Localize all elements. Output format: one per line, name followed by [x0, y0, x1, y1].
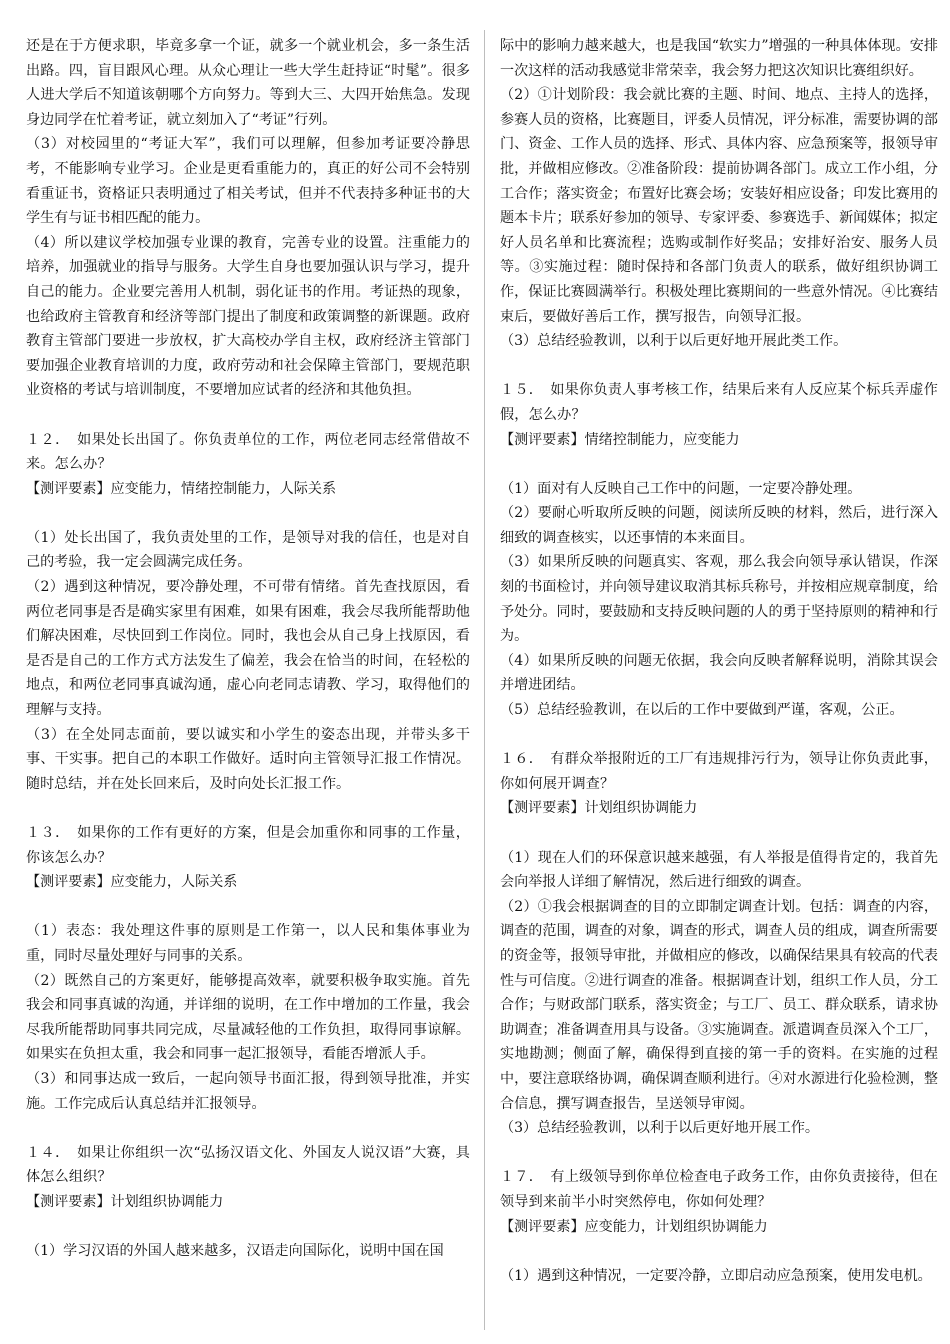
question-17: １７． 有上级领导到你单位检查电子政务工作，由你负责接待，但在领导到来前半小时突然停电，你如何处理？: [500, 1169, 938, 1210]
answer-paragraph: （4）所以建议学校加强专业课的教育，完善专业的设置。注重能力的培养，加强就业的指导与服务。大学生自身也要加强认识与学习，提升自己的能力。企业要完善用人机制，弱化证书的作用。考证热的现象，也给政府主管教育和经济等部门提出了制度和政策调整的新课题。政府教育主管部门要进一步放权，扩大高校办学自主权，政府经济主管部门要加强企业教育培训的力度，政府劳动和社会保障主管部门，要规范职业资格的考试与培训制度，不要增加应试者的经济和其他负担。: [26, 234, 470, 399]
answer-paragraph: （1）现在人们的环保意识越来越强，有人举报是值得肯定的，我首先会向举报人详细了解情况，然后进行细致的调查。: [500, 849, 938, 891]
evaluation-requirement: 【测评要素】应变能力，人际关系: [26, 874, 238, 891]
evaluation-requirement: 【测评要素】计划组织协调能力: [500, 800, 698, 817]
right-column: [500, 34, 938, 1288]
column-divider: [484, 30, 485, 1330]
answer-paragraph: （5）总结经验教训，在以后的工作中要做到严谨，客观，公正。: [500, 702, 904, 719]
answer-paragraph: （4）如果所反映的问题无依据，我会向反映者解释说明，消除其误会并增进团结。: [500, 652, 938, 694]
answer-paragraph: （3）和同事达成一致后，一起向领导书面汇报，得到领导批准，并实施。工作完成后认真总结并汇报领导。: [26, 1070, 470, 1112]
answer-paragraph: （1）面对有人反映自己工作中的问题，一定要冷静处理。: [500, 480, 862, 497]
answer-paragraph: （2）①计划阶段：我会就比赛的主题、时间、地点、主持人的选择，参赛人员的资格，比赛题目，评委人员情况，评分标准，需要协调的部门、资金、工作人员的选择、形式、具体内容、应急预案等，报领导审批，并做相应修改。②准备阶段：提前协调各部门。成立工作小组，分工合作；落实资金；布置好比赛会场；安装好相应设备；印发比赛用的题本卡片；联系好参加的领导、专家评委、参赛选手、新闻媒体；拟定好人员名单和比赛流程；选购或制作好奖品；安排好治安、服务人员等。③实施过程：随时保持和各部门负责人的联系，做好组织协调工作，保证比赛圆满举行。积极处理比赛期间的一些意外情况。④比赛结束后，要做好善后工作，撰写报告，向领导汇报。: [500, 87, 938, 325]
answer-paragraph: （3）如果所反映的问题真实、客观，那么我会向领导承认错误，作深刻的书面检讨，并向领导建议取消其标兵称号，并按相应规章制度，给予处分。同时，要鼓励和支持反映问题的人的勇于坚持原则的精神和行为。: [500, 554, 938, 645]
answer-paragraph: （3）总结经验教训，以利于以后更好地开展工作。: [500, 1120, 820, 1137]
answer-paragraph: （3）对校园里的“考证大军”，我们可以理解，但参加考证要冷静思考，不能影响专业学习。企业是更看重能力的，真正的好公司不会特别看重证书，资格证只表明通过了相关考试，但并不代表持多种证书的大学生有与证书相匹配的能力。: [26, 136, 470, 227]
answer-paragraph: （1）处长出国了，我负责处里的工作，是领导对我的信任，也是对自己的考验，我一定会圆满完成任务。: [26, 529, 470, 571]
continued-paragraph: 还是在于方便求职，毕竟多拿一个证，就多一个就业机会，多一条生活出路。四，盲目跟风心理。从众心理让一些大学生赶持证“时髦”。很多人进大学后不知道该朝哪个方向努力。等到大三、大四开始焦急。发现身边同学在忙着考证，就立刻加入了“考证”行列。: [26, 38, 470, 128]
answer-paragraph: （1）学习汉语的外国人越来越多，汉语走向国际化，说明中国在国: [26, 1243, 444, 1260]
left-column: [26, 34, 470, 1264]
question-14: １４． 如果让你组织一次“弘扬汉语文化、外国友人说汉语”大赛，具体怎么组织？: [26, 1144, 470, 1186]
answer-paragraph: （1）表态：我处理这件事的原则是工作第一，以人民和集体事业为重，同时尽量处理好与同事的关系。: [26, 923, 470, 964]
answer-paragraph: （1）遇到这种情况，一定要冷静，立即启动应急预案，使用发电机。: [500, 1267, 932, 1284]
answer-paragraph: （2）遇到这种情况，要冷静处理，不可带有情绪。首先查找原因，看两位老同事是否是确实家里有困难，如果有困难，我会尽我所能帮助他们解决困难，尽快回到工作岗位。同时，我也会从自己身上找原因，看是否是自己的工作方式方法发生了偏差，我会在恰当的时间，在轻松的地点，和两位老同事真诚沟通，虚心向老同志请教、学习，取得他们的理解与支持。: [26, 579, 470, 719]
question-12: １２． 如果处长出国了。你负责单位的工作，两位老同志经常借故不来。怎么办？: [26, 431, 470, 473]
answer-paragraph: （3）总结经验教训，以利于以后更好地开展此类工作。: [500, 333, 848, 350]
answer-paragraph: （2）既然自己的方案更好，能够提高效率，就要积极争取实施。首先我会和同事真诚的沟通，并详细的说明，在工作中增加的工作量，我会尽我所能帮助同事共同完成，尽量减轻他的工作负担，取得同事谅解。如果实在负担太重，我会和同事一起汇报领导，看能否增派人手。: [26, 972, 470, 1063]
evaluation-requirement: 【测评要素】应变能力，计划组织协调能力: [500, 1218, 768, 1235]
question-15: １５． 如果你负责人事考核工作，结果后来有人反应某个标兵弄虚作假，怎么办？: [500, 382, 938, 423]
answer-paragraph: （3）在全处同志面前，要以诚实和小学生的姿态出现，并带头多干事、干实事。把自己的本职工作做好。适时向主管领导汇报工作情况。随时总结，并在处长回来后，及时向处长汇报工作。: [26, 726, 470, 792]
evaluation-requirement: 【测评要素】应变能力，情绪控制能力，人际关系: [26, 480, 337, 497]
evaluation-requirement: 【测评要素】情绪控制能力，应变能力: [500, 431, 740, 448]
question-16: １６． 有群众举报附近的工厂有违规排污行为，领导让你负责此事，你如何展开调查？: [500, 751, 938, 792]
evaluation-requirement: 【测评要素】计划组织协调能力: [26, 1193, 224, 1210]
continued-paragraph: 际中的影响力越来越大，也是我国“软实力”增强的一种具体体现。安排一次这样的活动我感觉非常荣幸，我会努力把这次知识比赛组织好。: [500, 38, 938, 79]
answer-paragraph: （2）①我会根据调查的目的立即制定调查计划。包括：调查的内容，调查的范围，调查的对象，调查的形式，调查人员的组成，调查所需要的资金等，报领导审批，并做相应的修改，以确保结果具有较高的代表性与可信度。②进行调查的准备。根据调查计划，组织工作人员，分工合作；与财政部门联系，落实资金；与工厂、员工、群众联系，请求协助调查；准备调查用具与设备。③实施调查。派遣调查员深入个工厂，实地勘测；侧面了解，确保得到直接的第一手的资料。在实施的过程中，要注意联络协调，确保调查顺利进行。④对水源进行化验检测，整合信息，撰写调查报告，呈送领导审阅。: [500, 898, 938, 1112]
answer-paragraph: （2）要耐心听取所反映的问题，阅读所反映的材料，然后，进行深入细致的调查核实，以还事情的本来面目。: [500, 505, 938, 546]
question-13: １３． 如果你的工作有更好的方案，但是会加重你和同事的工作量，你该怎么办？: [26, 825, 470, 866]
